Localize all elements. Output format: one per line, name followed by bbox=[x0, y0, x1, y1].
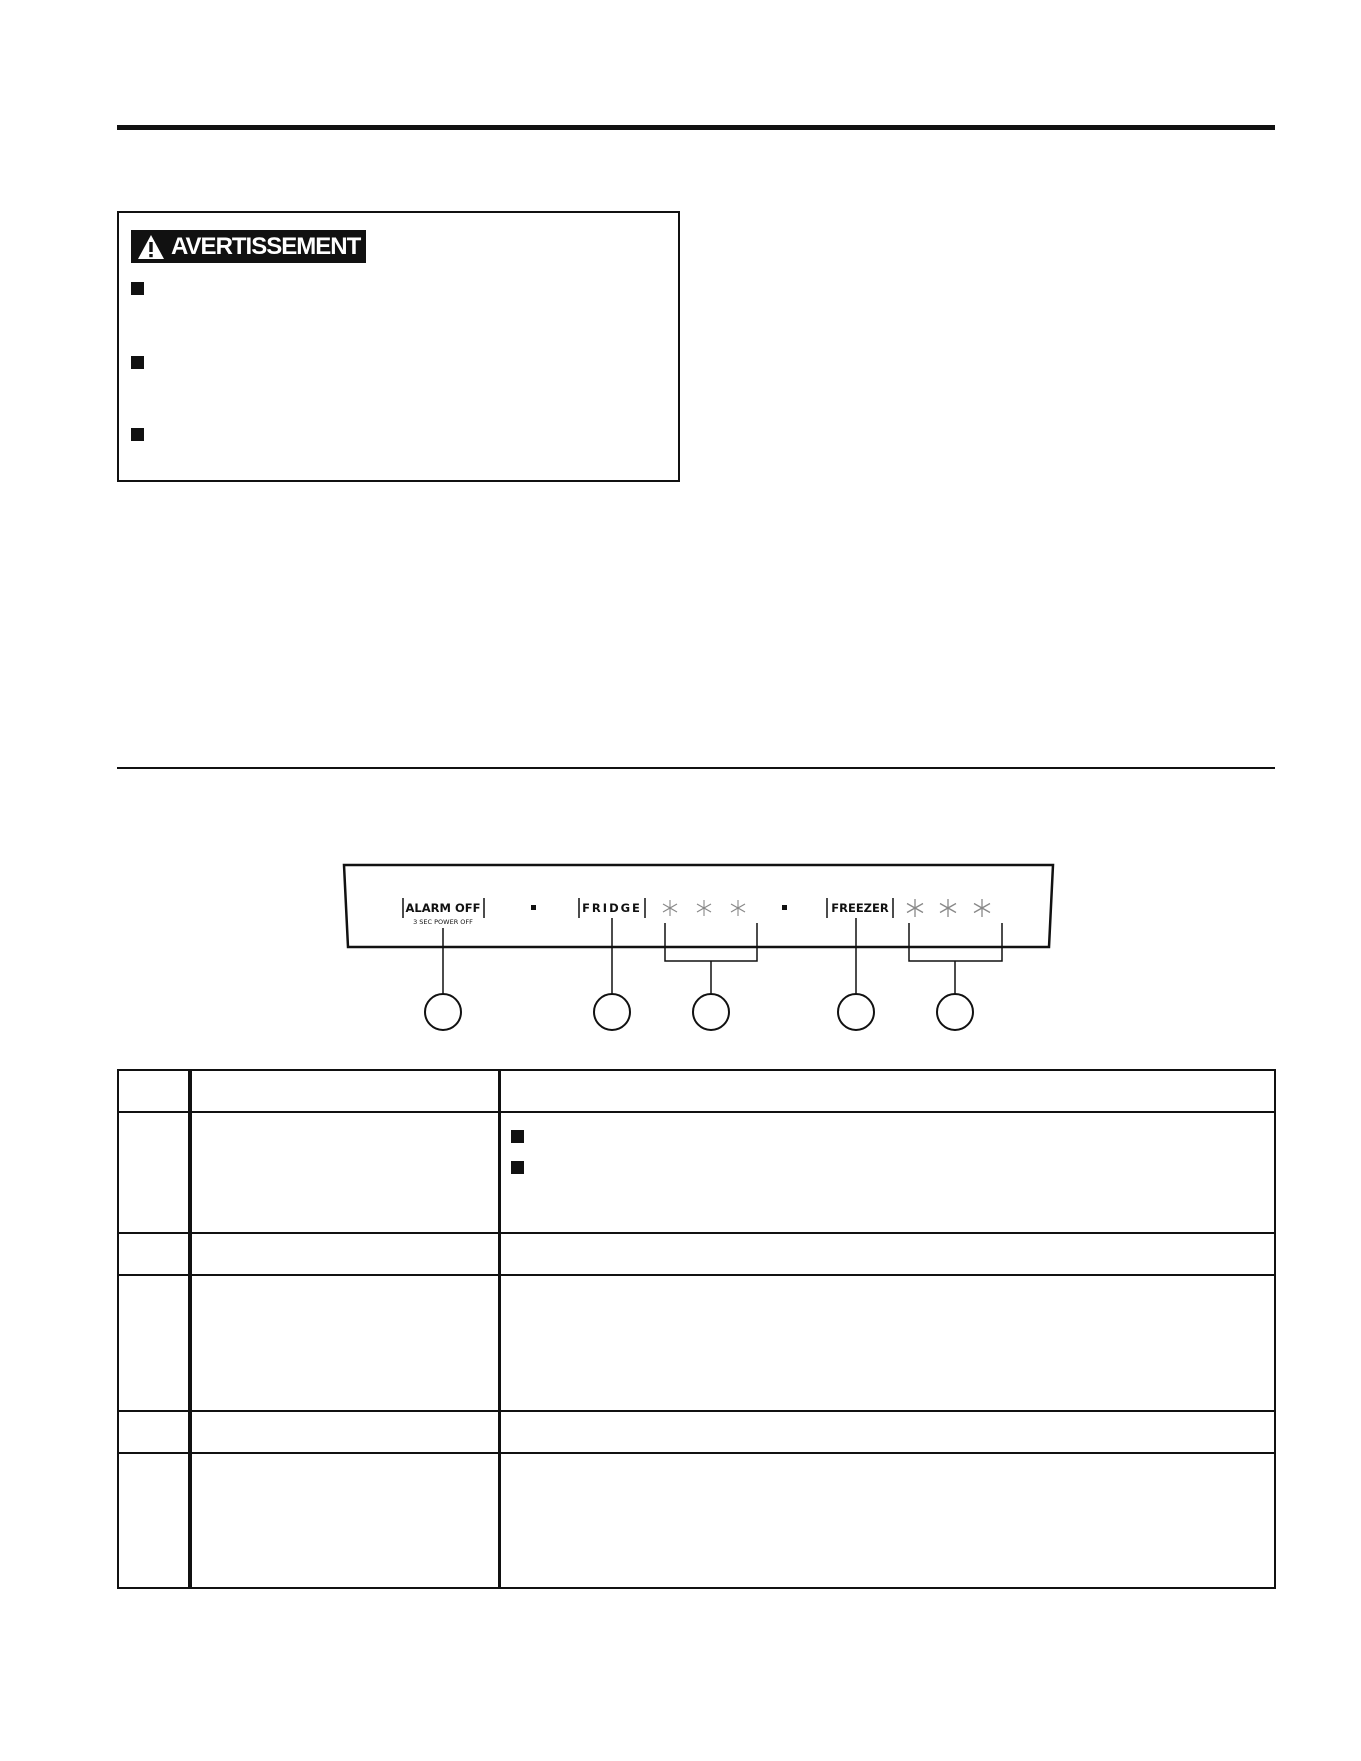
table-cell bbox=[118, 1070, 190, 1112]
callout-circle bbox=[425, 994, 461, 1030]
table-header-row bbox=[118, 1070, 1275, 1112]
table-cell bbox=[190, 1275, 500, 1411]
table-bullet bbox=[511, 1130, 524, 1143]
controls-table bbox=[117, 1069, 1276, 1589]
table-cell bbox=[118, 1112, 190, 1233]
callout-circle bbox=[693, 994, 729, 1030]
warning-title: AVERTISSEMENT bbox=[171, 232, 361, 260]
callout-leaders bbox=[443, 918, 1002, 994]
table-cell bbox=[500, 1233, 1276, 1275]
alarm-off-label: ALARM OFF bbox=[405, 901, 481, 915]
warning-bullet bbox=[131, 356, 144, 369]
table-cell bbox=[190, 1411, 500, 1453]
table-cell bbox=[500, 1411, 1276, 1453]
table-cell bbox=[190, 1112, 500, 1233]
table-cell bbox=[500, 1070, 1276, 1112]
callout-circle bbox=[838, 994, 874, 1030]
freezer-level-indicators bbox=[907, 899, 990, 917]
table-row bbox=[118, 1411, 1275, 1453]
table-row bbox=[118, 1453, 1275, 1588]
fridge-level-indicators bbox=[663, 900, 745, 916]
table-cell bbox=[190, 1070, 500, 1112]
warning-label bbox=[131, 230, 366, 263]
fridge-button[interactable] bbox=[579, 898, 645, 918]
callout-circle bbox=[937, 994, 973, 1030]
snowflake-icon bbox=[731, 900, 745, 916]
fridge-label: FRIDGE bbox=[582, 901, 642, 915]
warning-bullet bbox=[131, 282, 144, 295]
warning-box bbox=[117, 211, 680, 482]
snowflake-icon bbox=[907, 899, 923, 917]
snowflake-icon bbox=[974, 899, 990, 917]
table-cell bbox=[118, 1233, 190, 1275]
freezer-button[interactable] bbox=[827, 898, 893, 918]
warning-bullet bbox=[131, 428, 144, 441]
table-cell bbox=[500, 1112, 1276, 1233]
table-row bbox=[118, 1112, 1275, 1233]
warning-triangle-icon bbox=[137, 234, 165, 260]
section-rule bbox=[117, 767, 1275, 769]
table-cell bbox=[500, 1453, 1276, 1588]
table-cell bbox=[118, 1275, 190, 1411]
table-cell bbox=[190, 1233, 500, 1275]
snowflake-icon bbox=[697, 900, 711, 916]
table-row bbox=[118, 1275, 1275, 1411]
top-rule bbox=[117, 125, 1275, 130]
table-row bbox=[118, 1233, 1275, 1275]
table-cell bbox=[500, 1275, 1276, 1411]
callout-circle bbox=[594, 994, 630, 1030]
alarm-off-button[interactable] bbox=[403, 898, 484, 926]
table-cell bbox=[190, 1453, 500, 1588]
control-panel-diagram bbox=[340, 862, 1060, 1032]
alarm-indicator-dot bbox=[531, 905, 536, 910]
snowflake-icon bbox=[663, 900, 677, 916]
power-off-sublabel: 3 SEC POWER OFF bbox=[413, 918, 473, 926]
table-cell bbox=[118, 1453, 190, 1588]
fridge-indicator-dot bbox=[782, 905, 787, 910]
table-bullet bbox=[511, 1161, 524, 1174]
table-cell bbox=[118, 1411, 190, 1453]
freezer-label: FREEZER bbox=[831, 901, 889, 915]
snowflake-icon bbox=[940, 899, 956, 917]
